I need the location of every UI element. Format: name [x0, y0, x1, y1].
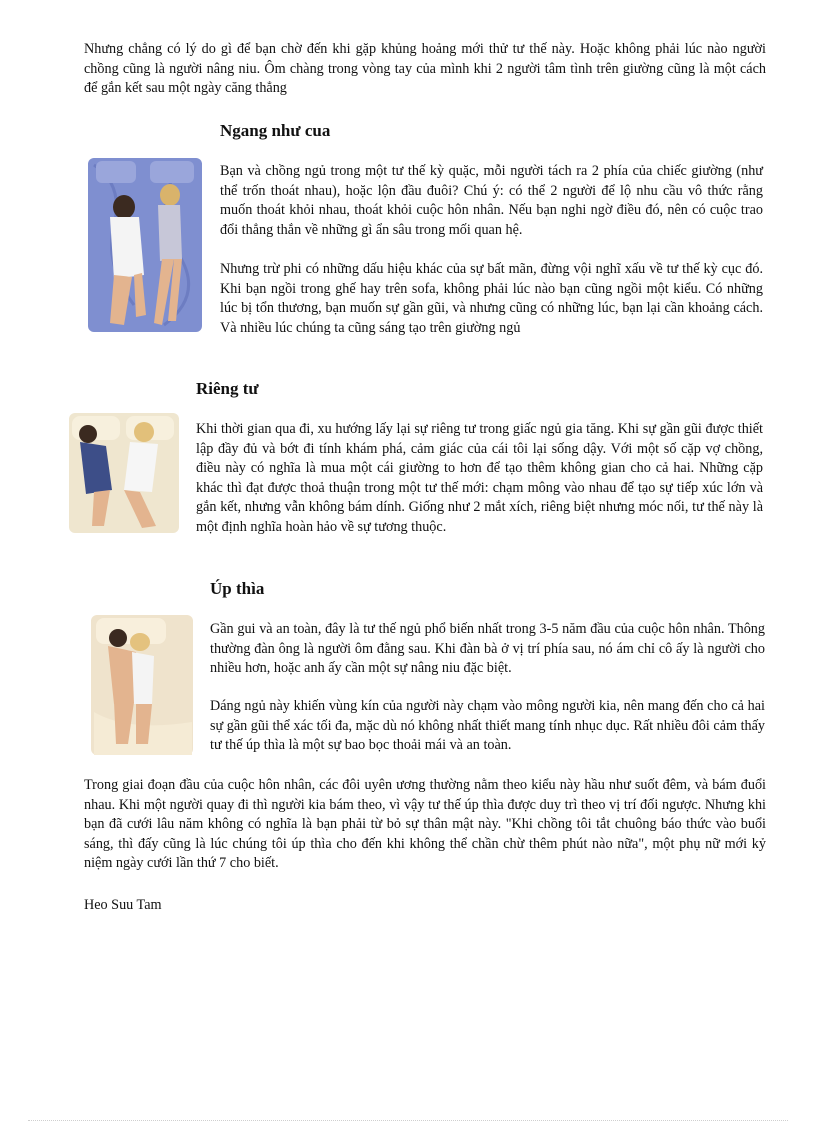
signature: Heo Suu Tam	[84, 897, 162, 913]
section-heading-up-thia: Úp thìa	[210, 579, 265, 598]
section-paragraph: Nhưng trừ phi có những dấu hiệu khác của sự bất mãn, đừng vội nghĩ xấu về tư thế kỳ cục đó. Khi bạn ngồi trong ghế hay trên sofa, không phải lúc nào bạn cũng ngồi một kiểu. Có những lúc bị tổn thương, bạn muốn sự gần gũi, và nhưng cũng có những lúc, bạn lại cần khoảng cách. Và nhiều lúc chúng ta cũng sáng tạo trên giường ngủ	[220, 261, 763, 336]
closing-paragraph: Trong giai đoạn đầu của cuộc hôn nhân, các đôi uyên ương thường nằm theo kiểu này hầu như suốt đêm, và bám đuổi nhau. Khi một người quay đi thì người kia bám theo, vì vậy tư thế úp thìa được duy trì theo vị trí đối ngược. Nhưng khi bạn đã cưới lâu năm không có nghĩa là bạn phải từ bỏ sự thân mật này. "Khi chồng tôi tắt chuông báo thức vào buổi sáng, thì đấy cũng là lúc chúng tôi úp thìa cho đến khi không thể chần chừ thêm phút nào nữa", một phụ nữ mới kỷ niệm ngày cưới lần thứ 7 cho biết.	[84, 777, 766, 871]
section-paragraph: Bạn và chồng ngủ trong một tư thế kỳ quặc, mỗi người tách ra 2 phía của chiếc giường (như thể trốn thoát nhau), hoặc lộn đầu đuôi? Chú ý: có thể 2 người để lộ nhu cầu vô thức rằng muốn thoát khỏi nhau, thoát khỏi cuộc hôn nhân. Nếu bạn nghi ngờ điều đó, nên có cuộc trao đổi thẳng thắn về những gì ẩn sâu trong mối quan hệ.	[220, 163, 763, 238]
photo-couple-apart-blue-bed	[84, 155, 206, 335]
section-paragraph: Dáng ngủ này khiến vùng kín của người này chạm vào mông người kia, nên mang đến cho cả hai sự gần gũi thể xác tối đa, mặc dù nó không nhất thiết mang tính nhục dục. Rất nhiều đôi cảm thấy tư thế úp thìa là một sự bao bọc thoải mái và an toàn.	[210, 698, 765, 753]
section-heading-ngang-nhu-cua: Ngang như cua	[220, 121, 331, 140]
intro-paragraph: Nhưng chẳng có lý do gì để bạn chờ đến khi gặp khủng hoảng mới thử tư thế này. Hoặc không phải lúc nào người chồng cũng là người nâng niu. Ôm chàng trong vòng tay của mình khi 2 người tâm tình trên giường cũng là một cách để gắn kết sau một ngày căng thẳng	[84, 41, 766, 96]
photo-couple-spooning	[88, 612, 196, 758]
page-bottom-rule	[28, 1120, 788, 1121]
section-paragraph: Gần gui và an toàn, đây là tư thế ngủ phổ biến nhất trong 3-5 năm đầu của cuộc hôn nhân. Thông thường đàn ông là người ôm đằng sau. Khi đàn bà ở vị trí phía sau, nó ám chỉ cô ấy là người cho nhiều hơn, hoặc anh ấy cần một sự nâng niu đặc biệt.	[210, 621, 765, 676]
section-paragraph: Khi thời gian qua đi, xu hướng lấy lại sự riêng tư trong giấc ngủ gia tăng. Khi sự gần gũi được thiết lập đầy đủ và bớt đi tính khám phá, cảm giác của cái tôi lại sống dậy. Với một số cặp vợ chồng, điều này có nghĩa là mua một cái giường to hơn để tạo thêm không gian cho cả hai. Những cặp khác thì đạt được thoả thuận trong một tư thế mới: chạm mông vào nhau để tạo sự tiếp xúc lớn và gắn kết, nhưng vẫn không bám dính. Giống như 2 mắt xích, riêng biệt nhưng móc nối, tư thế này là một định nghĩa hoàn hảo về sự tương thuộc.	[196, 421, 763, 535]
photo-couple-back-to-back	[66, 410, 182, 536]
section-heading-rieng-tu: Riêng tư	[196, 379, 259, 398]
